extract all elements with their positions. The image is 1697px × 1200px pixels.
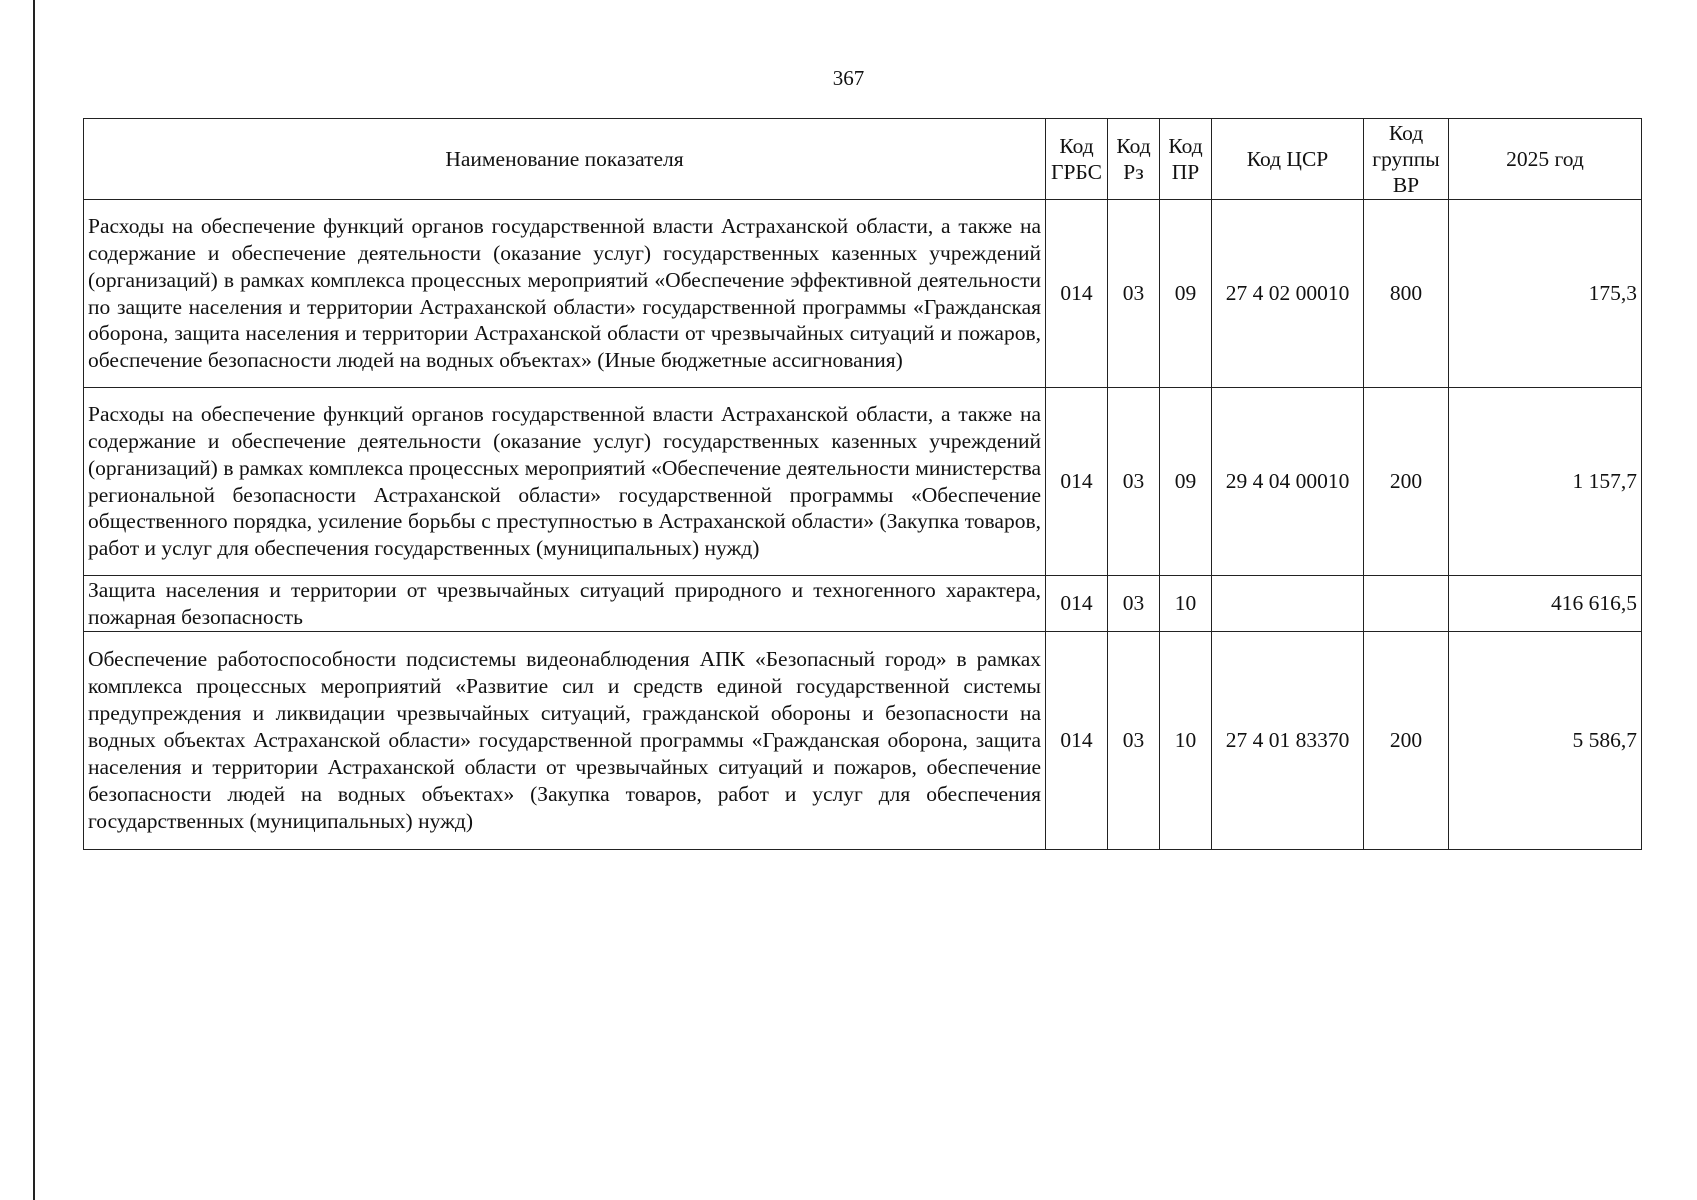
row-pr: 10 bbox=[1160, 576, 1212, 632]
table-row bbox=[84, 632, 1642, 850]
row-pr: 10 bbox=[1160, 632, 1212, 850]
row-pr: 09 bbox=[1160, 200, 1212, 388]
row-rz: 03 bbox=[1108, 200, 1160, 388]
row-vr bbox=[1364, 576, 1449, 632]
row-vr: 800 bbox=[1364, 200, 1449, 388]
header-name: Наименование показателя bbox=[84, 119, 1046, 200]
row-vr: 200 bbox=[1364, 632, 1449, 850]
row-name: Обеспечение работоспособности подсистемы видеонаблюдения АПК «Безопасный город» в рамках комплекса процессных мероприятий «Развитие сил и средств единой государственной системы предупреждения и ликвидации чрезвычайных ситуаций, гражданской обороны и безопасности на водных объектах Астраханской области» государственной программы «Гражданская оборона, защита населения и территории Астраханской области от чрезвычайных ситуаций и пожаров, обеспечение безопасности людей на водных объектах» (Закупка товаров, работ и услуг для обеспечения государственных (муниципальных) нужд) bbox=[84, 632, 1046, 850]
row-grbs: 014 bbox=[1046, 388, 1108, 576]
header-grbs: Код ГРБС bbox=[1046, 119, 1108, 200]
row-name: Расходы на обеспечение функций органов государственной власти Астраханской области, а также на содержание и обеспечение деятельности (оказание услуг) государственных казенных учреждений (организаций) в рамках комплекса процессных мероприятий «Обеспечение деятельности министерства региональной безопасности Астраханской области» государственной программы «Обеспечение общественного порядка, усиление борьбы с преступностью в Астраханской области» (Закупка товаров, работ и услуг для обеспечения государственных (муниципальных) нужд) bbox=[84, 388, 1046, 576]
row-csr: 27 4 01 83370 bbox=[1212, 632, 1364, 850]
row-vr: 200 bbox=[1364, 388, 1449, 576]
row-csr: 29 4 04 00010 bbox=[1212, 388, 1364, 576]
header-rz: Код Рз bbox=[1108, 119, 1160, 200]
table-header-row bbox=[84, 119, 1642, 200]
budget-table bbox=[83, 118, 1642, 850]
row-rz: 03 bbox=[1108, 632, 1160, 850]
row-grbs: 014 bbox=[1046, 632, 1108, 850]
row-grbs: 014 bbox=[1046, 200, 1108, 388]
row-rz: 03 bbox=[1108, 388, 1160, 576]
header-csr: Код ЦСР bbox=[1212, 119, 1364, 200]
row-rz: 03 bbox=[1108, 576, 1160, 632]
row-amount: 5 586,7 bbox=[1449, 632, 1642, 850]
table-row bbox=[84, 388, 1642, 576]
header-year: 2025 год bbox=[1449, 119, 1642, 200]
page-number: 367 bbox=[832, 66, 865, 90]
row-amount: 1 157,7 bbox=[1449, 388, 1642, 576]
table-row bbox=[84, 576, 1642, 632]
row-name: Расходы на обеспечение функций органов государственной власти Астраханской области, а также на содержание и обеспечение деятельности (оказание услуг) государственных казенных учреждений (организаций) в рамках комплекса процессных мероприятий «Обеспечение эффективной деятельности по защите населения и территории Астраханской области» государственной программы «Гражданская оборона, защита населения и территории Астраханской области от чрезвычайных ситуаций и пожаров, обеспечение безопасности людей на водных объектах» (Иные бюджетные ассигнования) bbox=[84, 200, 1046, 388]
table-row bbox=[84, 200, 1642, 388]
header-vr: Код группы ВР bbox=[1364, 119, 1449, 200]
header-pr: Код ПР bbox=[1160, 119, 1212, 200]
row-amount: 175,3 bbox=[1449, 200, 1642, 388]
left-margin-line bbox=[33, 0, 35, 1200]
row-pr: 09 bbox=[1160, 388, 1212, 576]
row-grbs: 014 bbox=[1046, 576, 1108, 632]
row-csr bbox=[1212, 576, 1364, 632]
row-csr: 27 4 02 00010 bbox=[1212, 200, 1364, 388]
row-amount: 416 616,5 bbox=[1449, 576, 1642, 632]
row-name: Защита населения и территории от чрезвычайных ситуаций природного и техногенного характера, пожарная безопасность bbox=[84, 576, 1046, 632]
